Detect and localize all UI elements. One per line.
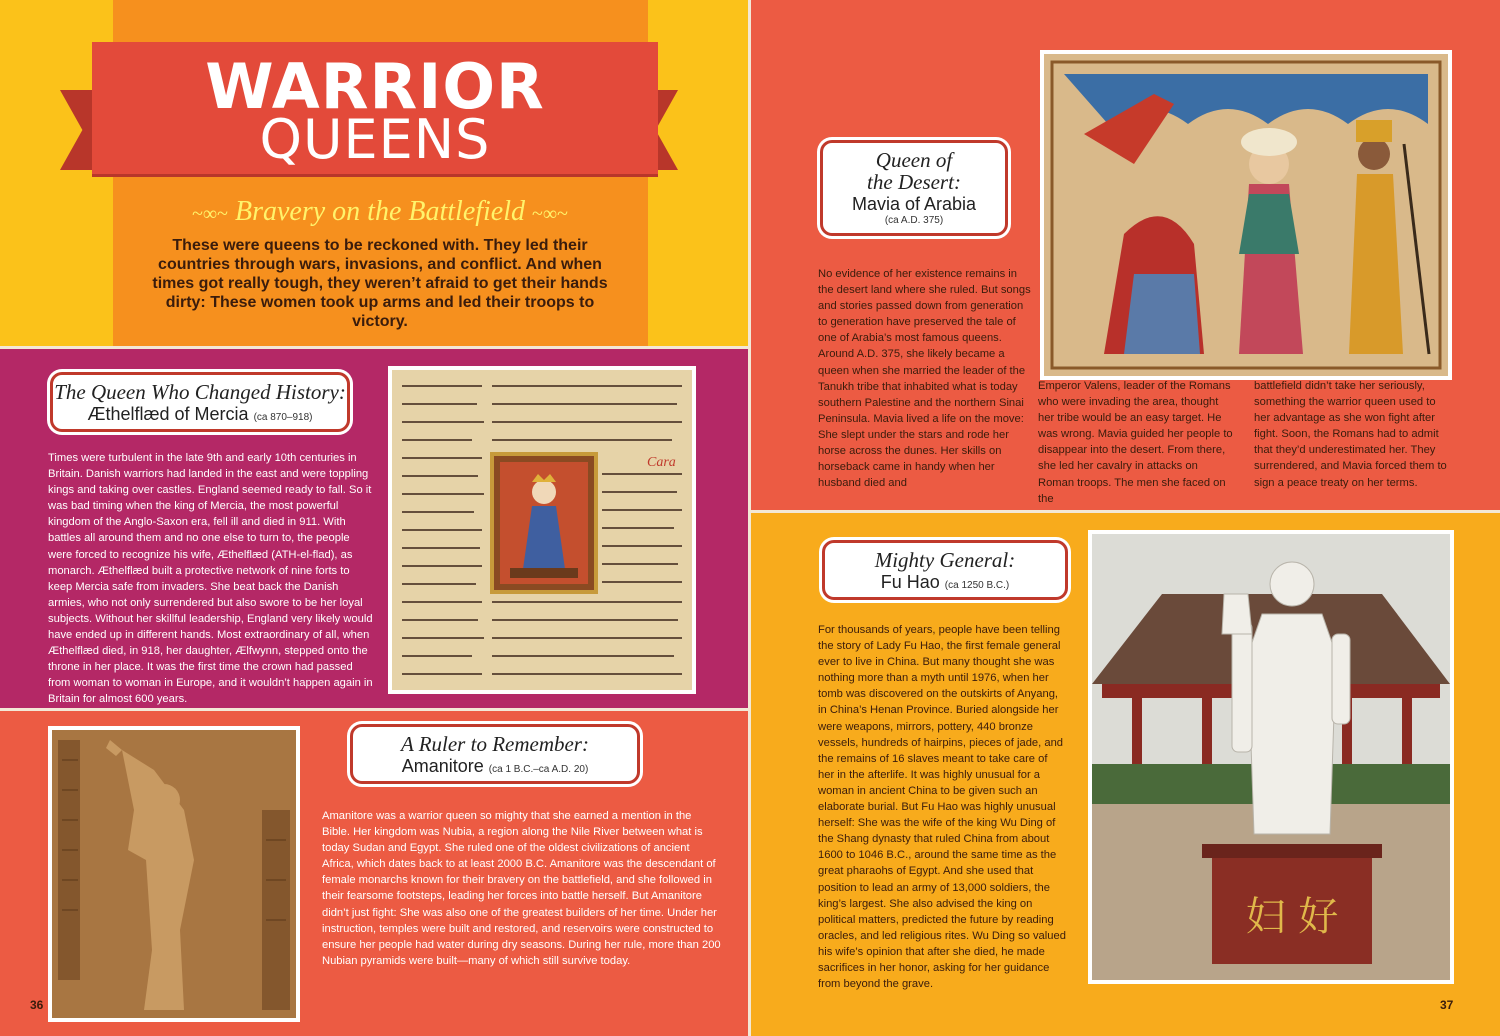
mavia-heading-2: the Desert: — [867, 170, 961, 194]
mavia-label — [820, 140, 1008, 236]
mavia-body-col2: Emperor Valens, leader of the Romans who were invading the area, thought her tribe would be an easy target. He was wrong. Mavia guided her people to disappear into the desert. From there, she led her cavalry in attacks on Roman troops. The men she faced on the — [1038, 380, 1233, 505]
page-number-right: 37 — [1440, 998, 1454, 1012]
swirl-ornament-right-icon: ~∞~ — [532, 203, 568, 225]
divider — [0, 708, 750, 711]
painting-illustration — [1044, 54, 1448, 376]
aethelflaed-heading: The Queen Who Changed History: — [54, 380, 346, 404]
fuhao-body: For thousands of years, people have been telling the story of Lady Fu Hao, the first female general ever to live in China. But many thought she was nothing more than a myth until 1976, when her tomb was discovered on the outskirts of Anyang, in China’s Henan Province. Buried alongside her were weapons, mirrors, pottery, 440 bronze vessels, hundreds of hairpins, pieces of jade, and the remains of 16 slaves meant to take care of her in the afterlife. It was highly unusual for a woman in ancient China to be given such an elaborate burial. But Fu Hao was highly unusual herself: She was the wife of the king Wu Ding of the Shang dynasty that ruled China from about 1600 to 1046 B.C., around the same time as the great pharaohs of Egypt. And she used that position to lead an army of 13,000 soldiers, the king’s largest. She also advised the king on political matters, predicted the future by reading oracles, and led religious rites. Wu Ding so valued his wife’s opinion that after she died, he made sacrifices in her honor, asking for her guidance from beyond the grave. — [818, 624, 1066, 991]
aethelflaed-label — [50, 372, 350, 432]
divider — [0, 346, 750, 349]
page-gutter — [748, 0, 751, 1036]
divider — [750, 510, 1500, 513]
swirl-ornament-left-icon: ~∞~ — [192, 203, 228, 225]
amanitore-body: Amanitore was a warrior queen so mighty that she earned a mention in the Bible. Her kingdom was Nubia, a region along the Nile River between what is today Sudan and Egypt. She ruled one of the oldest civilizations of ancient Africa, which dates back to at least 2000 B.C. Amanitore was the descendant of female monarchs known for their bravery on the battlefield, and she followed in their fearsome footsteps, leading her forces into battle herself. But Amanitore didn’t just fight: She was also one of the greatest builders of her time. Under her instruction, temples were built and restored, and reservoirs were constructed to ensure her people had water during dry seasons. During her rule, more than 200 Nubian pyramids were built—many of which still survive today. — [322, 810, 721, 967]
statue-inscription: 妇 好 — [1245, 894, 1339, 940]
amanitore-dates: (ca 1 B.C.–ca A.D. 20) — [488, 764, 589, 775]
relief-carving-image — [48, 726, 300, 1022]
aethelflaed-name: Æthelflæd of Mercia — [87, 404, 249, 424]
fuhao-heading: Mighty General: — [874, 548, 1016, 572]
page-title-line1: WARRIOR — [205, 50, 545, 123]
fuhao-dates: (ca 1250 B.C.) — [944, 580, 1010, 591]
mavia-dates: (ca A.D. 375) — [884, 215, 944, 226]
mavia-heading-1: Queen of — [875, 148, 953, 172]
fuhao-name-line — [825, 571, 1065, 597]
mavia-name: Mavia of Arabia — [851, 194, 977, 214]
intro-text: These were queens to be reckoned with. They led their countries through wars, invasions, and conflict. And when times got really tough, they weren’t afraid to get their hands dirty: These women took up arms and led their troops to victory. — [152, 237, 608, 330]
subtitle — [140, 196, 620, 228]
svg-text:Cara: Cara — [647, 455, 676, 470]
manuscript-image — [388, 366, 696, 694]
persian-painting-image — [1040, 50, 1452, 380]
relief-illustration — [52, 730, 296, 1018]
amanitore-heading: A Ruler to Remember: — [401, 732, 589, 756]
fuhao-statue-image — [1088, 530, 1454, 984]
mavia-body-col3: battlefield didn’t take her seriously, something the warrior queen used to her advantage as she won fight after fight. Soon, the Romans had to admit that they’d underestimated her. They surrendered, and Mavia forced them to sign a peace treaty on her terms. — [1254, 380, 1447, 489]
fuhao-name: Fu Hao — [880, 572, 940, 592]
amanitore-label — [350, 724, 640, 784]
aethelflaed-name-line — [53, 403, 347, 429]
amanitore-name-line — [353, 755, 637, 781]
aethelflaed-dates: (ca 870–918) — [253, 412, 313, 423]
subtitle-text: Bravery on the Battlefield — [234, 196, 526, 227]
aethelflaed-body: Times were turbulent in the late 9th and early 10th centuries in Britain. Danish warriors had landed in the east and were toppling kings and taking over castles. England seemed ready to fall. So it was bad timing when the king of Mercia, the most powerful kingdom of the Anglo-Saxon era, fell ill and died in 911. With battles all around them and no one else to turn to, the people were forced to recognize his wife, Æthelflæd (ATH-el-flad), as monarch. Æthelflæd built a protective network of nine forts to keep Mercia safe from invaders. She beat back the Danish armies, who not only surrendered but also swore to be her loyal subjects. Without her skillful leadership, England very likely would have ended up in different hands. Most extraordinary of all, when Æthelflæd died, in 918, her daughter, Ælfwynn, stepped onto the throne in her place. It was the first time the crown had passed from woman to woman in Europe, and it wouldn’t happen again in Britain for almost 600 years. — [48, 452, 373, 706]
fuhao-label — [822, 540, 1068, 600]
mavia-body-col1: No evidence of her existence remains in the desert land where she ruled. But songs and stories passed down from generation to generation have preserved the tale of one of Arabia’s most famous queens. Around A.D. 375, she likely became a queen when she married the leader of the Tanukh tribe that inhabited what is today southern Palestine and the northern Sinai Peninsula. Mavia lived a life on the move: She slept under the stars and rode her horse across the dunes. Her skills on horseback came in handy when her husband died and — [818, 268, 1031, 490]
statue-illustration — [1092, 534, 1450, 980]
manuscript-illustration — [392, 370, 692, 690]
amanitore-name: Amanitore — [401, 756, 484, 776]
page-number-left: 36 — [30, 998, 44, 1012]
page-title-line2: QUEENS — [259, 108, 491, 171]
